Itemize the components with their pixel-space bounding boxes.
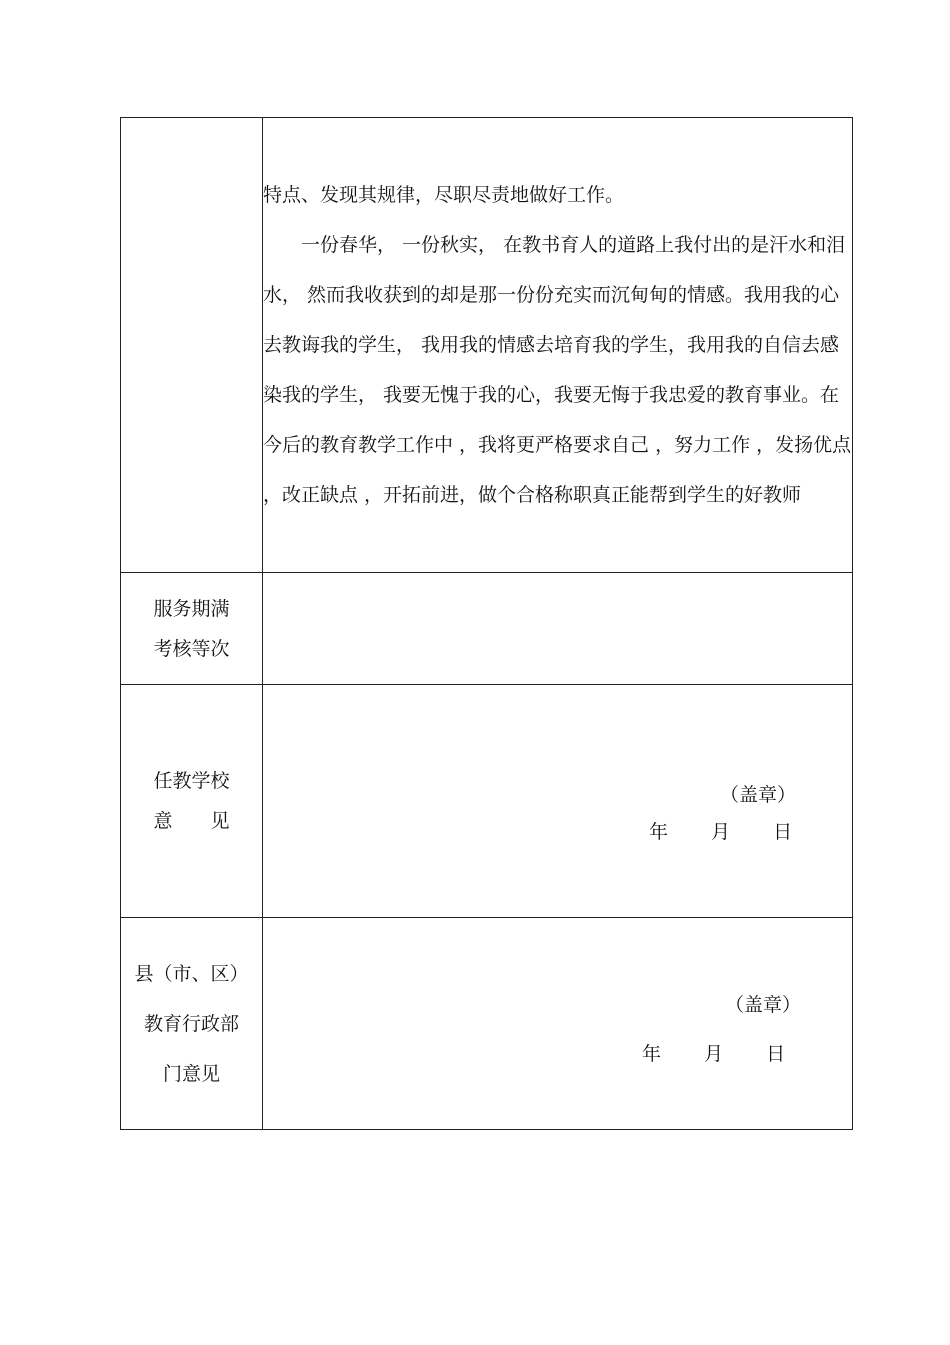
school-date-month: 月	[711, 821, 731, 843]
school-label-cell	[121, 685, 263, 918]
county-date	[642, 1039, 785, 1066]
county-label-line-3: 门意见	[162, 1062, 220, 1085]
school-label-line-2: 意 见	[153, 810, 230, 832]
county-date-month: 月	[704, 1043, 724, 1065]
school-seal-text: （盖章）	[720, 784, 797, 806]
narrative-cell	[263, 118, 853, 573]
county-date-year: 年	[642, 1043, 662, 1065]
school-date-day: 日	[773, 821, 793, 843]
grade-label-line-1: 服务期满	[153, 597, 230, 620]
county-seal-text: （盖章）	[725, 994, 802, 1016]
county-label-cell	[121, 918, 263, 1130]
service-form-table	[120, 117, 853, 1130]
narrative-paragraph-2: 一份春华， 一份秋实， 在教书育人的道路上我付出的是汗水和泪水， 然而我收获到的却是那一份份充实而沉甸甸的情感。我用我的心去教诲我的学生， 我用我的情感去培育我的学生，我用我的自信去感染我的学生， 我要无愧于我的心，我要无悔于我忠爱的教育事业。在今后的教育教学工作中 ，我将更严格要求自己 ，努力工作 ，发扬优点 ，改正缺点 ，开拓前进，做个合格称职真正能帮到学生的好教师	[263, 234, 852, 506]
grade-label-cell	[121, 573, 263, 685]
county-date-day: 日	[766, 1043, 786, 1065]
narrative-label-cell	[121, 118, 263, 573]
county-opinion-row	[121, 918, 853, 1130]
grade-row	[121, 573, 853, 685]
grade-value-cell[interactable]	[263, 573, 853, 685]
narrative-row	[121, 118, 853, 573]
school-date	[649, 817, 792, 844]
county-label-line-1: 县（市、区）	[134, 962, 249, 985]
school-date-year: 年	[649, 821, 669, 843]
school-label-line-1: 任教学校	[153, 770, 230, 792]
school-opinion-cell[interactable]	[263, 685, 853, 918]
county-label-line-2: 教育行政部	[143, 1012, 239, 1035]
grade-label-line-2: 考核等次	[153, 637, 230, 660]
narrative-paragraph-1: 特点、发现其规律，尽职尽责地做好工作。	[263, 184, 625, 206]
county-opinion-cell[interactable]	[263, 918, 853, 1130]
school-opinion-row	[121, 685, 853, 918]
